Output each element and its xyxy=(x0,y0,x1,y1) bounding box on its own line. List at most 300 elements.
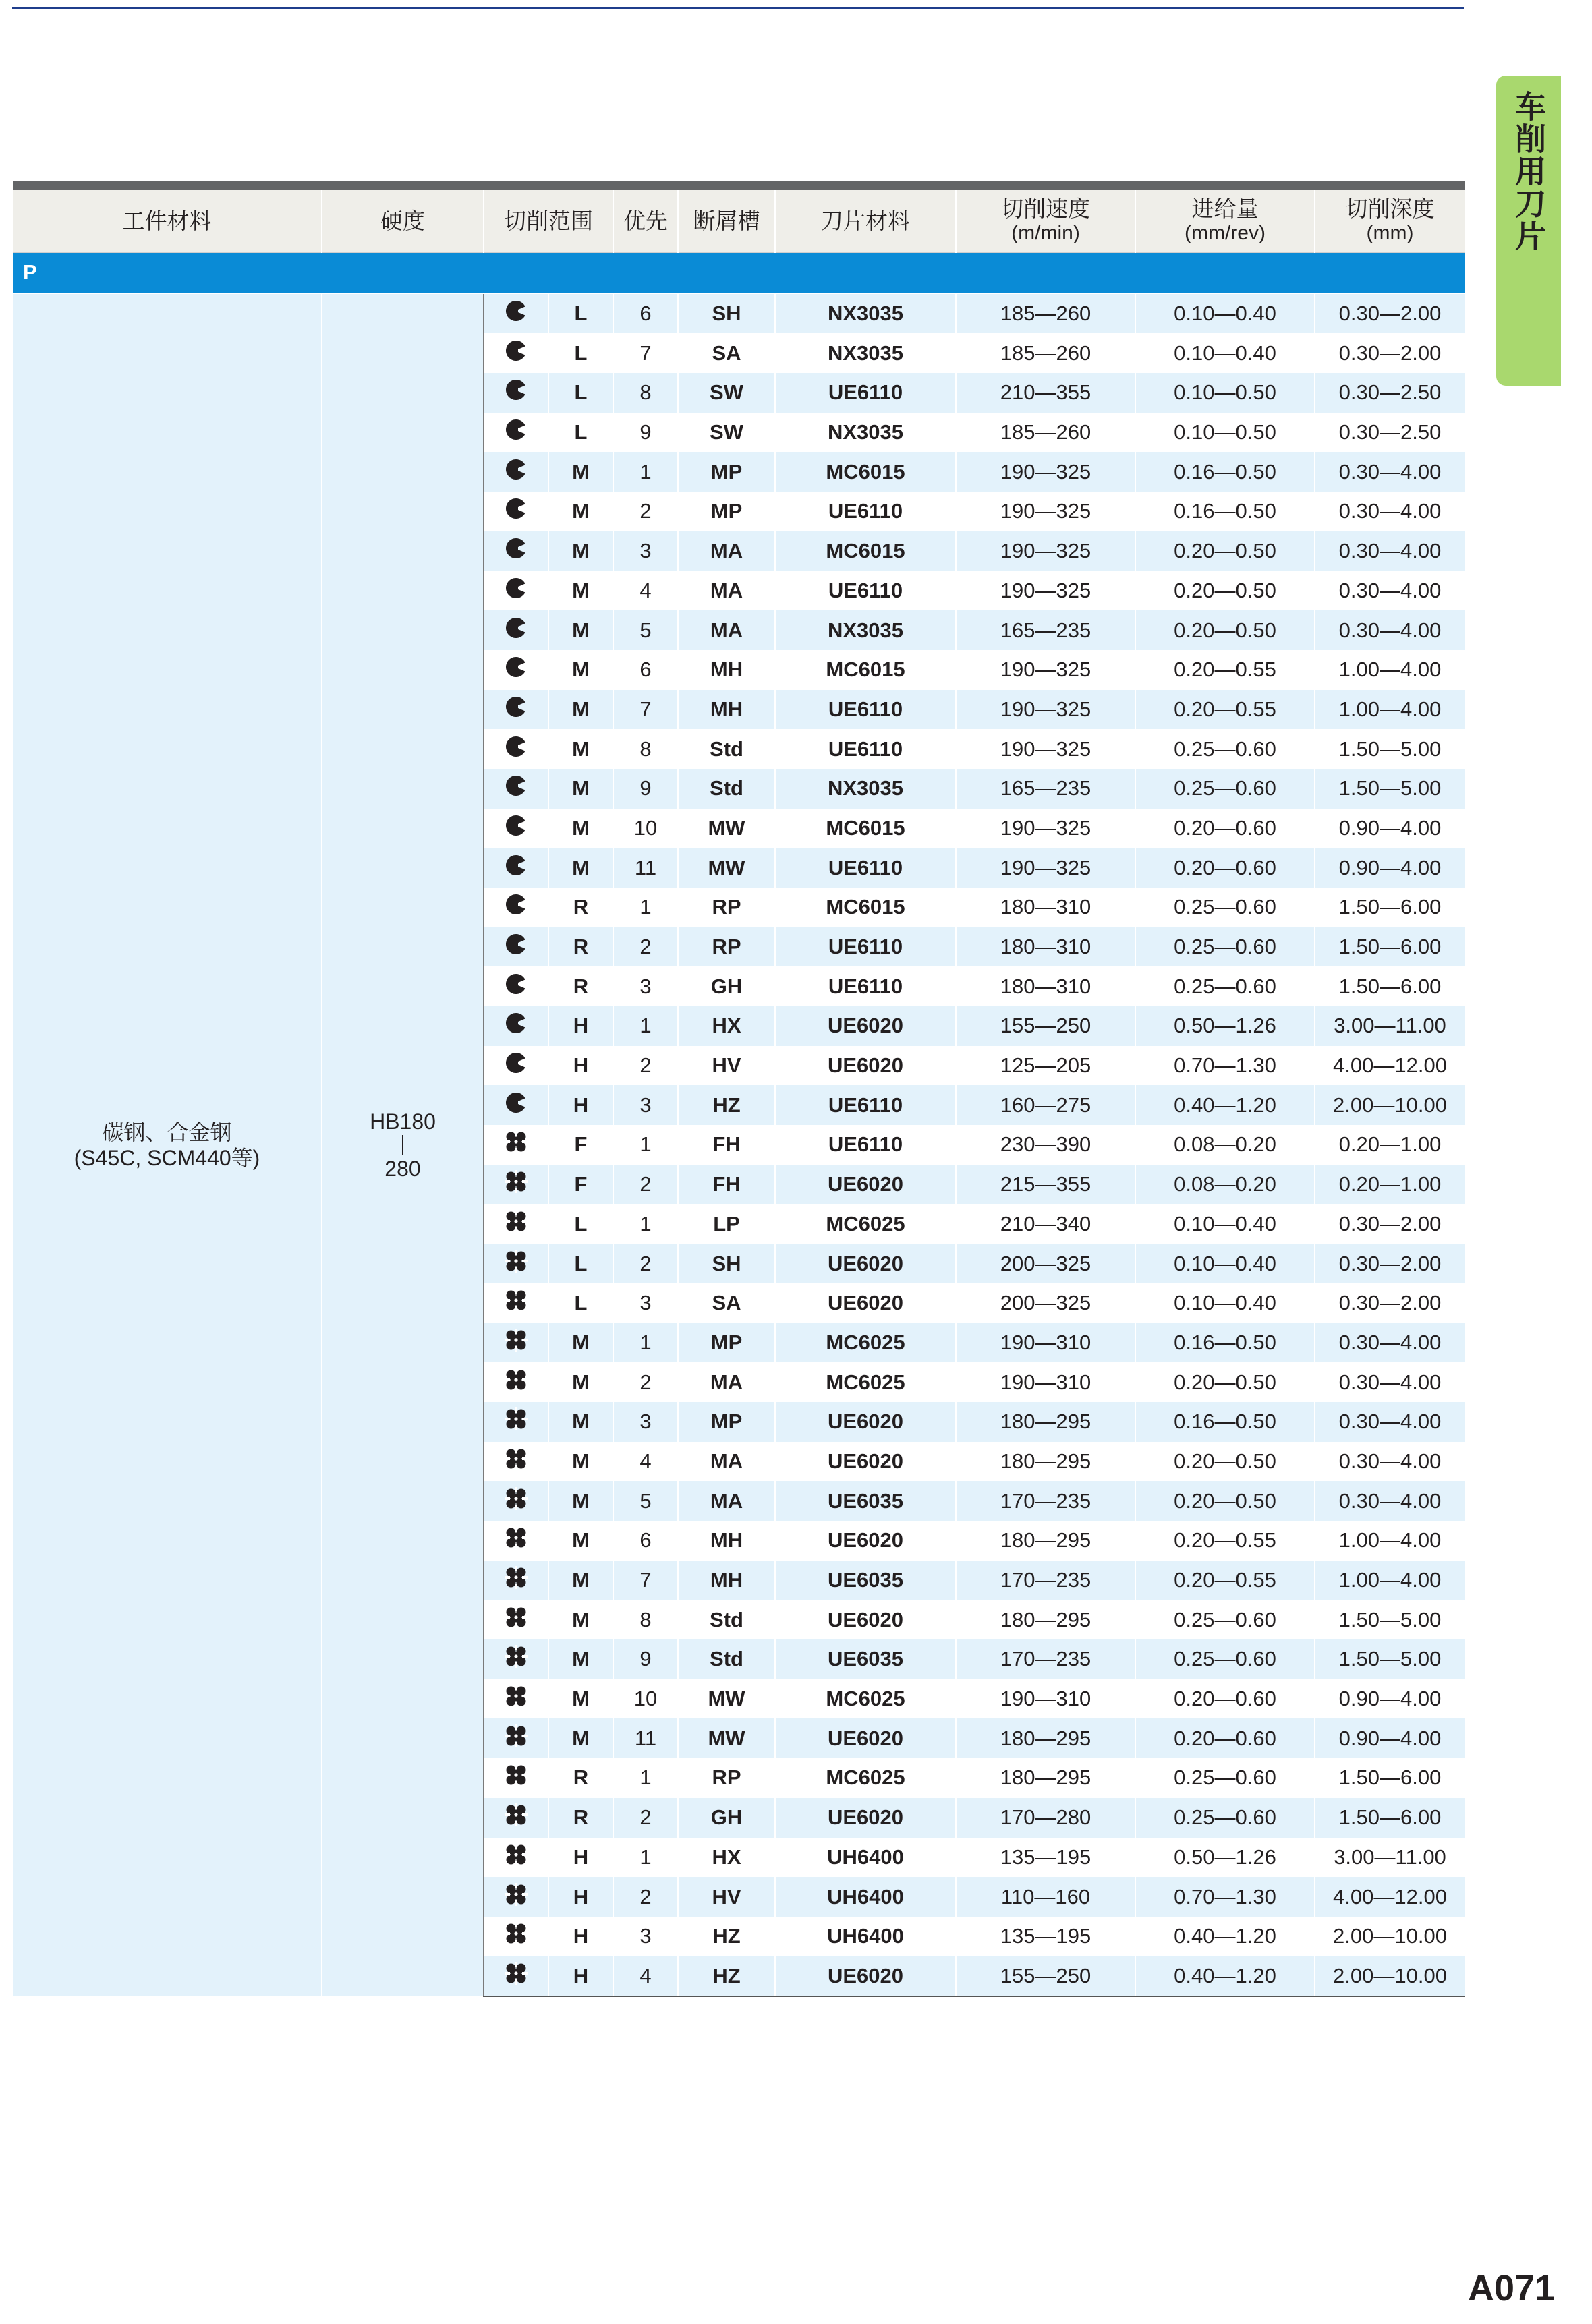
table-row xyxy=(13,293,1465,334)
cutting-speed-cell: 200—325 xyxy=(956,1244,1135,1283)
chipbreaker-cell: SA xyxy=(678,333,775,373)
priority-cell: 11 xyxy=(613,1718,678,1758)
chipbreaker-cell: MA xyxy=(678,571,775,611)
feed-cell: 0.16—0.50 xyxy=(1135,492,1315,531)
depth-cell: 0.30—2.00 xyxy=(1315,333,1465,373)
cutting-speed-cell: 165—235 xyxy=(956,610,1135,650)
cutting-range-cell: R xyxy=(548,888,613,927)
chipbreaker-cell: RP xyxy=(678,1758,775,1798)
priority-cell: 4 xyxy=(613,1956,678,1997)
grade-cell: MC6015 xyxy=(775,531,956,571)
priority-cell: 3 xyxy=(613,1917,678,1956)
chipbreaker-cell: HZ xyxy=(678,1917,775,1956)
double-sided-insert-icon xyxy=(484,1718,548,1758)
header-chipbreaker: 断屑槽 xyxy=(678,185,775,253)
grade-cell: MC6025 xyxy=(775,1204,956,1244)
feed-cell: 0.10—0.50 xyxy=(1135,413,1315,453)
chipbreaker-cell: Std xyxy=(678,769,775,809)
depth-cell: 0.30—4.00 xyxy=(1315,1442,1465,1482)
hardness-bottom: 280 xyxy=(385,1156,421,1181)
feed-cell: 0.25—0.60 xyxy=(1135,888,1315,927)
chipbreaker-cell: LP xyxy=(678,1204,775,1244)
double-sided-insert-icon xyxy=(484,1877,548,1917)
category-label: P xyxy=(13,253,1465,293)
cutting-speed-cell: 180—310 xyxy=(956,927,1135,967)
chipbreaker-cell: GH xyxy=(678,1798,775,1838)
cutting-speed-cell: 180—295 xyxy=(956,1521,1135,1561)
grade-cell: UE6020 xyxy=(775,1283,956,1323)
cutting-speed-cell: 190—310 xyxy=(956,1323,1135,1363)
priority-cell: 9 xyxy=(613,769,678,809)
cutting-speed-cell: 125—205 xyxy=(956,1046,1135,1086)
negative-insert-icon xyxy=(484,610,548,650)
feed-cell: 0.40—1.20 xyxy=(1135,1956,1315,1997)
feed-cell: 0.10—0.40 xyxy=(1135,333,1315,373)
priority-cell: 1 xyxy=(613,1006,678,1046)
priority-cell: 1 xyxy=(613,888,678,927)
grade-cell: MC6015 xyxy=(775,452,956,492)
feed-cell: 0.20—0.50 xyxy=(1135,571,1315,611)
grade-cell: UE6110 xyxy=(775,571,956,611)
feed-cell: 0.10—0.40 xyxy=(1135,1283,1315,1323)
negative-insert-icon xyxy=(484,1046,548,1086)
cutting-range-cell: M xyxy=(548,809,613,848)
priority-cell: 6 xyxy=(613,650,678,690)
negative-insert-icon xyxy=(484,492,548,531)
cutting-range-cell: M xyxy=(548,1521,613,1561)
feed-cell: 0.20—0.50 xyxy=(1135,610,1315,650)
cutting-range-cell: R xyxy=(548,1798,613,1838)
side-tab xyxy=(1496,76,1561,386)
cutting-conditions-table xyxy=(12,181,1465,1997)
top-rule xyxy=(12,7,1464,9)
grade-cell: UE6020 xyxy=(775,1521,956,1561)
feed-cell: 0.50—1.26 xyxy=(1135,1838,1315,1878)
grade-cell: MC6025 xyxy=(775,1323,956,1363)
cutting-speed-cell: 180—295 xyxy=(956,1442,1135,1482)
cutting-speed-cell: 210—355 xyxy=(956,373,1135,413)
grade-cell: UE6110 xyxy=(775,492,956,531)
negative-insert-icon xyxy=(484,531,548,571)
double-sided-insert-icon xyxy=(484,1283,548,1323)
depth-cell: 0.30—2.00 xyxy=(1315,1283,1465,1323)
grade-cell: NX3035 xyxy=(775,413,956,453)
cutting-range-cell: M xyxy=(548,531,613,571)
priority-cell: 2 xyxy=(613,927,678,967)
depth-cell: 3.00—11.00 xyxy=(1315,1006,1465,1046)
priority-cell: 7 xyxy=(613,1561,678,1600)
priority-cell: 2 xyxy=(613,492,678,531)
chipbreaker-cell: MP xyxy=(678,492,775,531)
depth-cell: 0.30—2.00 xyxy=(1315,293,1465,334)
cutting-range-cell: M xyxy=(548,729,613,769)
depth-cell: 1.50—6.00 xyxy=(1315,966,1465,1006)
chipbreaker-cell: HZ xyxy=(678,1085,775,1125)
cutting-speed-cell: 185—260 xyxy=(956,413,1135,453)
chipbreaker-cell: MA xyxy=(678,1481,775,1521)
feed-cell: 0.25—0.60 xyxy=(1135,769,1315,809)
feed-cell: 0.25—0.60 xyxy=(1135,1639,1315,1679)
chipbreaker-cell: MH xyxy=(678,1521,775,1561)
chipbreaker-cell: FH xyxy=(678,1165,775,1204)
chipbreaker-cell: MA xyxy=(678,531,775,571)
negative-insert-icon xyxy=(484,413,548,453)
feed-cell: 0.20—0.50 xyxy=(1135,1481,1315,1521)
cutting-range-cell: H xyxy=(548,1917,613,1956)
cutting-speed-cell: 190—325 xyxy=(956,492,1135,531)
cutting-range-cell: L xyxy=(548,1283,613,1323)
double-sided-insert-icon xyxy=(484,1521,548,1561)
category-row xyxy=(13,253,1465,293)
double-sided-insert-icon xyxy=(484,1639,548,1679)
cutting-speed-cell: 190—325 xyxy=(956,571,1135,611)
priority-cell: 3 xyxy=(613,1283,678,1323)
depth-cell: 0.30—4.00 xyxy=(1315,492,1465,531)
chipbreaker-cell: HV xyxy=(678,1046,775,1086)
cutting-speed-cell: 160—275 xyxy=(956,1085,1135,1125)
chipbreaker-cell: RP xyxy=(678,927,775,967)
grade-cell: UE6110 xyxy=(775,966,956,1006)
depth-cell: 0.30—4.00 xyxy=(1315,531,1465,571)
feed-cell: 0.20—0.55 xyxy=(1135,650,1315,690)
grade-cell: UE6110 xyxy=(775,927,956,967)
cutting-range-cell: M xyxy=(548,1718,613,1758)
cutting-speed-cell: 185—260 xyxy=(956,293,1135,334)
feed-cell: 0.20—0.50 xyxy=(1135,1442,1315,1482)
depth-cell: 1.00—4.00 xyxy=(1315,1521,1465,1561)
feed-cell: 0.20—0.50 xyxy=(1135,1362,1315,1402)
cutting-range-cell: M xyxy=(548,650,613,690)
priority-cell: 11 xyxy=(613,848,678,888)
grade-cell: UE6035 xyxy=(775,1481,956,1521)
cutting-range-cell: L xyxy=(548,333,613,373)
double-sided-insert-icon xyxy=(484,1679,548,1719)
depth-cell: 1.50—5.00 xyxy=(1315,1600,1465,1639)
negative-insert-icon xyxy=(484,452,548,492)
negative-insert-icon xyxy=(484,848,548,888)
priority-cell: 3 xyxy=(613,966,678,1006)
priority-cell: 2 xyxy=(613,1362,678,1402)
chipbreaker-cell: SH xyxy=(678,1244,775,1283)
cutting-speed-cell: 180—295 xyxy=(956,1718,1135,1758)
feed-cell: 0.10—0.40 xyxy=(1135,1204,1315,1244)
cutting-speed-cell: 155—250 xyxy=(956,1956,1135,1997)
grade-cell: UE6110 xyxy=(775,373,956,413)
depth-cell: 0.90—4.00 xyxy=(1315,1718,1465,1758)
cutting-range-cell: L xyxy=(548,293,613,334)
depth-cell: 0.30—4.00 xyxy=(1315,1402,1465,1442)
double-sided-insert-icon xyxy=(484,1838,548,1878)
feed-cell: 0.25—0.60 xyxy=(1135,927,1315,967)
cutting-speed-cell: 190—325 xyxy=(956,848,1135,888)
feed-cell: 0.25—0.60 xyxy=(1135,729,1315,769)
cutting-range-cell: L xyxy=(548,413,613,453)
cutting-range-cell: H xyxy=(548,1956,613,1997)
priority-cell: 1 xyxy=(613,452,678,492)
grade-cell: NX3035 xyxy=(775,293,956,334)
chipbreaker-cell: Std xyxy=(678,729,775,769)
hardness-cell xyxy=(322,293,484,1997)
cutting-speed-cell: 190—310 xyxy=(956,1362,1135,1402)
cutting-range-cell: M xyxy=(548,1561,613,1600)
chipbreaker-cell: MP xyxy=(678,1323,775,1363)
depth-cell: 0.30—4.00 xyxy=(1315,571,1465,611)
cutting-speed-cell: 210—340 xyxy=(956,1204,1135,1244)
depth-cell: 2.00—10.00 xyxy=(1315,1085,1465,1125)
cutting-speed-cell: 190—325 xyxy=(956,690,1135,730)
cutting-range-cell: H xyxy=(548,1838,613,1878)
double-sided-insert-icon xyxy=(484,1402,548,1442)
negative-insert-icon xyxy=(484,769,548,809)
cutting-speed-cell: 180—310 xyxy=(956,966,1135,1006)
cutting-speed-cell: 190—325 xyxy=(956,729,1135,769)
cutting-speed-cell: 215—355 xyxy=(956,1165,1135,1204)
header-work-material: 工件材料 xyxy=(13,185,322,253)
grade-cell: NX3035 xyxy=(775,610,956,650)
depth-cell: 1.00—4.00 xyxy=(1315,650,1465,690)
priority-cell: 1 xyxy=(613,1125,678,1165)
cutting-range-cell: H xyxy=(548,1006,613,1046)
priority-cell: 5 xyxy=(613,1481,678,1521)
cutting-speed-cell: 170—235 xyxy=(956,1561,1135,1600)
feed-cell: 0.70—1.30 xyxy=(1135,1877,1315,1917)
feed-cell: 0.20—0.60 xyxy=(1135,1679,1315,1719)
cutting-range-cell: M xyxy=(548,1442,613,1482)
feed-cell: 0.20—0.60 xyxy=(1135,1718,1315,1758)
negative-insert-icon xyxy=(484,1085,548,1125)
double-sided-insert-icon xyxy=(484,1917,548,1956)
feed-cell: 0.40—1.20 xyxy=(1135,1917,1315,1956)
depth-cell: 2.00—10.00 xyxy=(1315,1917,1465,1956)
grade-cell: UE6110 xyxy=(775,848,956,888)
table-header-row xyxy=(13,185,1465,253)
chipbreaker-cell: SH xyxy=(678,293,775,334)
cutting-range-cell: H xyxy=(548,1085,613,1125)
priority-cell: 3 xyxy=(613,1402,678,1442)
cutting-range-cell: F xyxy=(548,1125,613,1165)
cutting-speed-cell: 170—280 xyxy=(956,1798,1135,1838)
grade-cell: MC6015 xyxy=(775,809,956,848)
double-sided-insert-icon xyxy=(484,1561,548,1600)
priority-cell: 6 xyxy=(613,293,678,334)
priority-cell: 6 xyxy=(613,1521,678,1561)
chipbreaker-cell: HX xyxy=(678,1006,775,1046)
grade-cell: UE6020 xyxy=(775,1718,956,1758)
double-sided-insert-icon xyxy=(484,1798,548,1838)
work-material-line2: (S45C, SCM440等) xyxy=(74,1145,260,1170)
chipbreaker-cell: SW xyxy=(678,373,775,413)
priority-cell: 8 xyxy=(613,1600,678,1639)
grade-cell: UH6400 xyxy=(775,1838,956,1878)
depth-cell: 0.30—2.50 xyxy=(1315,373,1465,413)
depth-cell: 1.00—4.00 xyxy=(1315,690,1465,730)
cutting-range-cell: H xyxy=(548,1046,613,1086)
chipbreaker-cell: HZ xyxy=(678,1956,775,1997)
chipbreaker-cell: HX xyxy=(678,1838,775,1878)
priority-cell: 10 xyxy=(613,809,678,848)
cutting-range-cell: M xyxy=(548,848,613,888)
chipbreaker-cell: MP xyxy=(678,452,775,492)
cutting-range-cell: M xyxy=(548,571,613,611)
negative-insert-icon xyxy=(484,690,548,730)
cutting-range-cell: M xyxy=(548,1323,613,1363)
header-feed: 进给量 (mm/rev) xyxy=(1135,185,1315,253)
chipbreaker-cell: MW xyxy=(678,1718,775,1758)
feed-cell: 0.40—1.20 xyxy=(1135,1085,1315,1125)
priority-cell: 7 xyxy=(613,690,678,730)
double-sided-insert-icon xyxy=(484,1165,548,1204)
chipbreaker-cell: MA xyxy=(678,610,775,650)
header-cutting-range: 切削范围 xyxy=(484,185,613,253)
double-sided-insert-icon xyxy=(484,1956,548,1997)
double-sided-insert-icon xyxy=(484,1244,548,1283)
depth-cell: 1.50—6.00 xyxy=(1315,927,1465,967)
priority-cell: 10 xyxy=(613,1679,678,1719)
negative-insert-icon xyxy=(484,888,548,927)
negative-insert-icon xyxy=(484,571,548,611)
cutting-range-cell: H xyxy=(548,1877,613,1917)
feed-cell: 0.20—0.55 xyxy=(1135,1521,1315,1561)
grade-cell: UE6020 xyxy=(775,1600,956,1639)
cutting-range-cell: M xyxy=(548,1402,613,1442)
negative-insert-icon xyxy=(484,809,548,848)
priority-cell: 5 xyxy=(613,610,678,650)
priority-cell: 2 xyxy=(613,1046,678,1086)
cutting-speed-cell: 135—195 xyxy=(956,1838,1135,1878)
feed-cell: 0.20—0.55 xyxy=(1135,690,1315,730)
feed-cell: 0.25—0.60 xyxy=(1135,966,1315,1006)
grade-cell: UE6110 xyxy=(775,1085,956,1125)
cutting-speed-cell: 185—260 xyxy=(956,333,1135,373)
negative-insert-icon xyxy=(484,373,548,413)
negative-insert-icon xyxy=(484,1006,548,1046)
priority-cell: 4 xyxy=(613,1442,678,1482)
hardness-top: HB180 xyxy=(370,1109,436,1134)
grade-cell: UE6110 xyxy=(775,690,956,730)
negative-insert-icon xyxy=(484,333,548,373)
cutting-range-cell: R xyxy=(548,1758,613,1798)
cutting-range-cell: L xyxy=(548,1244,613,1283)
depth-cell: 0.90—4.00 xyxy=(1315,1679,1465,1719)
depth-cell: 0.30—4.00 xyxy=(1315,452,1465,492)
depth-cell: 0.90—4.00 xyxy=(1315,848,1465,888)
header-grade: 刀片材料 xyxy=(775,185,956,253)
chipbreaker-cell: MH xyxy=(678,690,775,730)
grade-cell: UH6400 xyxy=(775,1877,956,1917)
depth-cell: 1.50—5.00 xyxy=(1315,729,1465,769)
cutting-speed-cell: 180—295 xyxy=(956,1600,1135,1639)
cutting-speed-cell: 190—325 xyxy=(956,809,1135,848)
priority-cell: 3 xyxy=(613,1085,678,1125)
priority-cell: 1 xyxy=(613,1323,678,1363)
depth-cell: 0.30—2.00 xyxy=(1315,1244,1465,1283)
feed-cell: 0.20—0.55 xyxy=(1135,1561,1315,1600)
depth-cell: 4.00—12.00 xyxy=(1315,1046,1465,1086)
cutting-range-cell: M xyxy=(548,492,613,531)
grade-cell: NX3035 xyxy=(775,769,956,809)
cutting-speed-cell: 230—390 xyxy=(956,1125,1135,1165)
depth-cell: 1.50—5.00 xyxy=(1315,769,1465,809)
feed-cell: 0.50—1.26 xyxy=(1135,1006,1315,1046)
chipbreaker-cell: MP xyxy=(678,1402,775,1442)
cutting-speed-cell: 155—250 xyxy=(956,1006,1135,1046)
cutting-speed-cell: 190—310 xyxy=(956,1679,1135,1719)
depth-cell: 0.30—4.00 xyxy=(1315,1481,1465,1521)
depth-cell: 0.90—4.00 xyxy=(1315,809,1465,848)
chipbreaker-cell: MW xyxy=(678,1679,775,1719)
header-cutting-speed: 切削速度 (m/min) xyxy=(956,185,1135,253)
priority-cell: 2 xyxy=(613,1165,678,1204)
feed-cell: 0.08—0.20 xyxy=(1135,1125,1315,1165)
depth-cell: 3.00—11.00 xyxy=(1315,1838,1465,1878)
priority-cell: 2 xyxy=(613,1877,678,1917)
priority-cell: 9 xyxy=(613,413,678,453)
priority-cell: 9 xyxy=(613,1639,678,1679)
cutting-range-cell: M xyxy=(548,769,613,809)
negative-insert-icon xyxy=(484,293,548,334)
depth-cell: 1.50—6.00 xyxy=(1315,888,1465,927)
double-sided-insert-icon xyxy=(484,1204,548,1244)
chipbreaker-cell: Std xyxy=(678,1639,775,1679)
chipbreaker-cell: SW xyxy=(678,413,775,453)
negative-insert-icon xyxy=(484,729,548,769)
grade-cell: UE6035 xyxy=(775,1561,956,1600)
priority-cell: 3 xyxy=(613,531,678,571)
double-sided-insert-icon xyxy=(484,1481,548,1521)
cutting-speed-cell: 180—295 xyxy=(956,1758,1135,1798)
cutting-range-cell: M xyxy=(548,690,613,730)
grade-cell: UE6020 xyxy=(775,1165,956,1204)
grade-cell: UE6020 xyxy=(775,1244,956,1283)
work-material-line1: 碳钢、合金钢 xyxy=(102,1120,232,1144)
chipbreaker-cell: MA xyxy=(678,1442,775,1482)
grade-cell: UE6020 xyxy=(775,1046,956,1086)
cutting-speed-cell: 190—325 xyxy=(956,650,1135,690)
priority-cell: 1 xyxy=(613,1204,678,1244)
grade-cell: MC6025 xyxy=(775,1758,956,1798)
grade-cell: UE6020 xyxy=(775,1402,956,1442)
depth-cell: 1.00—4.00 xyxy=(1315,1561,1465,1600)
feed-cell: 0.10—0.40 xyxy=(1135,1244,1315,1283)
grade-cell: MC6025 xyxy=(775,1679,956,1719)
chipbreaker-cell: MW xyxy=(678,848,775,888)
cutting-range-cell: L xyxy=(548,373,613,413)
feed-cell: 0.25—0.60 xyxy=(1135,1798,1315,1838)
grade-cell: UE6035 xyxy=(775,1639,956,1679)
double-sided-insert-icon xyxy=(484,1758,548,1798)
depth-cell: 0.30—4.00 xyxy=(1315,1362,1465,1402)
header-hardness: 硬度 xyxy=(322,185,484,253)
cutting-range-cell: L xyxy=(548,1204,613,1244)
chipbreaker-cell: MW xyxy=(678,809,775,848)
grade-cell: UH6400 xyxy=(775,1917,956,1956)
cutting-speed-cell: 170—235 xyxy=(956,1481,1135,1521)
grade-cell: NX3035 xyxy=(775,333,956,373)
negative-insert-icon xyxy=(484,650,548,690)
depth-cell: 0.30—4.00 xyxy=(1315,1323,1465,1363)
side-tab-label: 车削用刀片 xyxy=(1510,90,1547,252)
chipbreaker-cell: MA xyxy=(678,1362,775,1402)
cutting-speed-cell: 170—235 xyxy=(956,1639,1135,1679)
cutting-range-cell: M xyxy=(548,1481,613,1521)
cutting-range-cell: M xyxy=(548,1600,613,1639)
cutting-speed-cell: 180—310 xyxy=(956,888,1135,927)
chipbreaker-cell: SA xyxy=(678,1283,775,1323)
depth-cell: 1.50—6.00 xyxy=(1315,1758,1465,1798)
feed-cell: 0.20—0.60 xyxy=(1135,809,1315,848)
feed-cell: 0.08—0.20 xyxy=(1135,1165,1315,1204)
feed-cell: 0.25—0.60 xyxy=(1135,1600,1315,1639)
